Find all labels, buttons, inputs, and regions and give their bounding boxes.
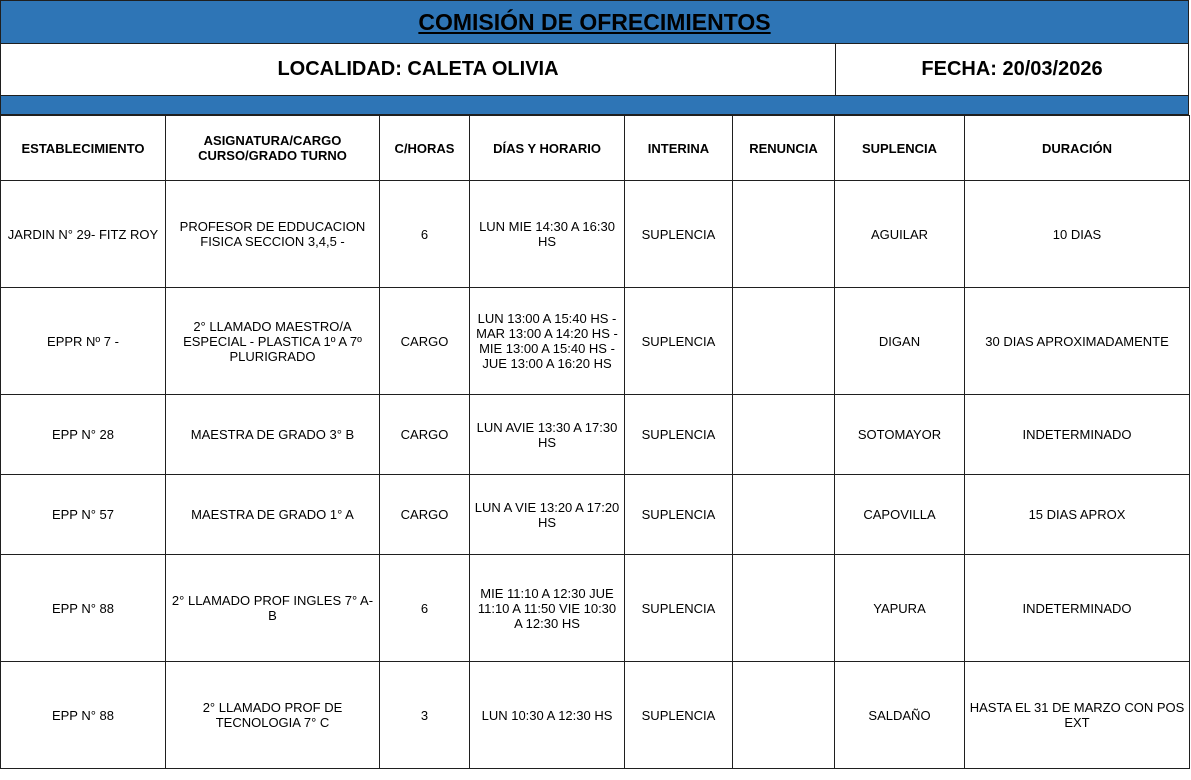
- cell-suplencia: SOTOMAYOR: [835, 395, 965, 475]
- cell-dias: LUN MIE 14:30 A 16:30 HS: [470, 181, 625, 288]
- cell-suplencia: DIGAN: [835, 288, 965, 395]
- cell-renuncia: [733, 288, 835, 395]
- page-title: COMISIÓN DE OFRECIMIENTOS: [418, 8, 771, 35]
- cell-suplencia: YAPURA: [835, 555, 965, 662]
- table-row: [1, 288, 1190, 395]
- cell-suplencia: CAPOVILLA: [835, 475, 965, 555]
- col-asignatura: [166, 116, 380, 181]
- col-horas: C/HORAS: [380, 116, 470, 181]
- cell-asignatura: PROFESOR DE EDDUCACION FISICA SECCION 3,4,5 -: [166, 181, 380, 288]
- localidad-label: LOCALIDAD: CALETA OLIVIA: [1, 44, 836, 95]
- cell-interina: SUPLENCIA: [625, 181, 733, 288]
- col-asignatura-line2: CURSO/GRADO TURNO: [198, 148, 347, 163]
- cell-duracion: INDETERMINADO: [965, 395, 1190, 475]
- table-row: [1, 395, 1190, 475]
- cell-horas: CARGO: [380, 395, 470, 475]
- cell-suplencia: SALDAÑO: [835, 662, 965, 769]
- cell-dias: LUN 10:30 A 12:30 HS: [470, 662, 625, 769]
- cell-horas: 3: [380, 662, 470, 769]
- cell-suplencia: AGUILAR: [835, 181, 965, 288]
- cell-interina: SUPLENCIA: [625, 475, 733, 555]
- cell-asignatura: 2° LLAMADO MAESTRO/A ESPECIAL - PLASTICA 1º A 7º PLURIGRADO: [166, 288, 380, 395]
- fecha-label: FECHA: 20/03/2026: [836, 44, 1189, 95]
- cell-horas: 6: [380, 181, 470, 288]
- cell-duracion: 15 DIAS APROX: [965, 475, 1190, 555]
- cell-dias: LUN 13:00 A 15:40 HS - MAR 13:00 A 14:20 HS - MIE 13:00 A 15:40 HS - JUE 13:00 A 16:20 HS: [470, 288, 625, 395]
- col-dias: DÍAS Y HORARIO: [470, 116, 625, 181]
- cell-duracion: INDETERMINADO: [965, 555, 1190, 662]
- cell-horas: 6: [380, 555, 470, 662]
- cell-dias: LUN AVIE 13:30 A 17:30 HS: [470, 395, 625, 475]
- cell-interina: SUPLENCIA: [625, 288, 733, 395]
- cell-renuncia: [733, 475, 835, 555]
- cell-asignatura: MAESTRA DE GRADO 3° B: [166, 395, 380, 475]
- cell-renuncia: [733, 395, 835, 475]
- cell-duracion: HASTA EL 31 DE MARZO CON POS EXT: [965, 662, 1190, 769]
- offerings-table: [0, 115, 1190, 769]
- separator-strip: [0, 96, 1189, 115]
- col-interina: INTERINA: [625, 116, 733, 181]
- info-row: [0, 44, 1189, 96]
- cell-establecimiento: EPPR Nº 7 -: [1, 288, 166, 395]
- col-duracion: DURACIÓN: [965, 116, 1190, 181]
- table-row: [1, 181, 1190, 288]
- cell-renuncia: [733, 181, 835, 288]
- table-row: [1, 662, 1190, 769]
- cell-interina: SUPLENCIA: [625, 555, 733, 662]
- cell-horas: CARGO: [380, 475, 470, 555]
- cell-establecimiento: EPP N° 28: [1, 395, 166, 475]
- cell-interina: SUPLENCIA: [625, 395, 733, 475]
- col-establecimiento: ESTABLECIMIENTO: [1, 116, 166, 181]
- cell-asignatura: 2° LLAMADO PROF INGLES 7° A-B: [166, 555, 380, 662]
- col-renuncia: RENUNCIA: [733, 116, 835, 181]
- col-suplencia: SUPLENCIA: [835, 116, 965, 181]
- cell-establecimiento: EPP N° 57: [1, 475, 166, 555]
- cell-interina: SUPLENCIA: [625, 662, 733, 769]
- table-row: [1, 555, 1190, 662]
- cell-dias: MIE 11:10 A 12:30 JUE 11:10 A 11:50 VIE 10:30 A 12:30 HS: [470, 555, 625, 662]
- cell-duracion: 30 DIAS APROXIMADAMENTE: [965, 288, 1190, 395]
- col-asignatura-line1: ASIGNATURA/CARGO: [203, 133, 342, 148]
- cell-asignatura: 2° LLAMADO PROF DE TECNOLOGIA 7° C: [166, 662, 380, 769]
- cell-horas: CARGO: [380, 288, 470, 395]
- cell-renuncia: [733, 662, 835, 769]
- cell-establecimiento: EPP N° 88: [1, 662, 166, 769]
- title-bar: [0, 0, 1189, 44]
- cell-establecimiento: EPP N° 88: [1, 555, 166, 662]
- header-row: [1, 116, 1190, 181]
- cell-establecimiento: JARDIN N° 29- FITZ ROY: [1, 181, 166, 288]
- table-row: [1, 475, 1190, 555]
- cell-dias: LUN A VIE 13:20 A 17:20 HS: [470, 475, 625, 555]
- cell-duracion: 10 DIAS: [965, 181, 1190, 288]
- cell-renuncia: [733, 555, 835, 662]
- cell-asignatura: MAESTRA DE GRADO 1° A: [166, 475, 380, 555]
